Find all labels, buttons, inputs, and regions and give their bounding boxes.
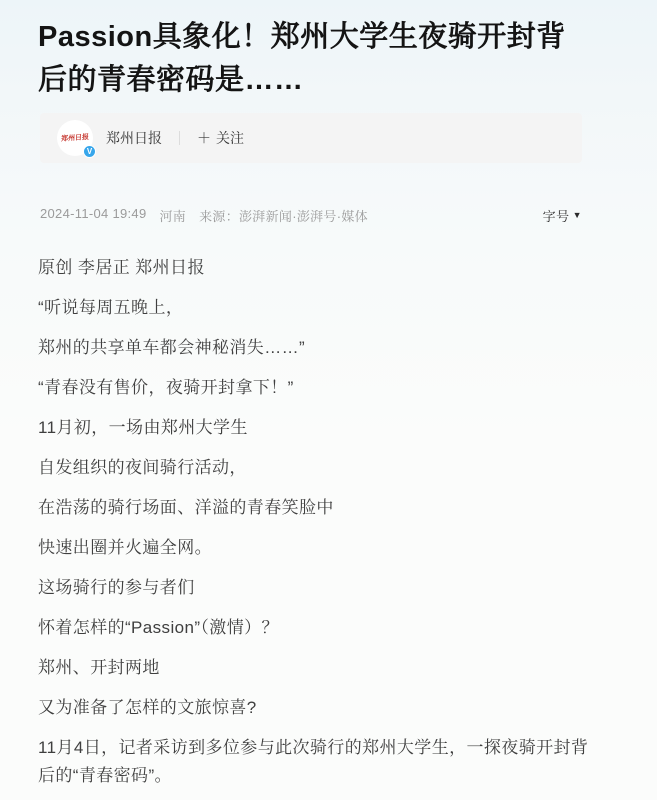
article-paragraph: 11月初，一场由郑州大学生 [38,418,248,437]
article-body [38,254,619,790]
article-paragraph: “听说每周五晚上， [38,298,184,317]
article-paragraph: “青春没有售价，夜骑开封拿下！” [38,378,294,397]
article-paragraph: 原创 李居正 郑州日报 [38,258,205,277]
article-paragraph: 这场骑行的参与者们 [38,578,195,597]
plus-icon: ＋ [197,130,211,146]
verified-badge-icon: V [83,145,96,158]
article-paragraph: 快速出圈并火遍全网。 [38,538,212,557]
chevron-down-icon: ▼ [572,210,582,220]
publisher-name[interactable]: 郑州日报 [106,130,162,146]
article-paragraph: 自发组织的夜间骑行活动， [38,458,247,477]
article-meta-row [40,207,582,223]
page-title: Passion具象化！郑州大学生夜骑开封背后的青春密码是…… [38,21,566,96]
publisher-logo: 郑州日报 [60,133,90,143]
article-paragraph: 怀着怎样的“Passion”（激情）？ [38,618,279,637]
publish-source: 来源：澎湃新闻·澎湃号·媒体 [199,208,368,224]
article-paragraph: 郑州的共享单车都会神秘消失……” [38,338,306,357]
follow-button[interactable] [197,128,244,148]
publisher-avatar[interactable] [57,120,93,156]
publish-location: 河南 [159,208,187,224]
article-paragraph: 又为准备了怎样的文旅惊喜? [38,698,257,717]
article-meta [40,206,368,225]
divider [179,131,180,145]
font-size-label: 字号 [542,208,570,224]
publisher-card [40,113,582,163]
publish-datetime: 2024-11-04 19:49 [40,205,147,221]
article-paragraph: 11月4日，记者采访到多位参与此次骑行的郑州大学生，一探夜骑开封背后的“青春密码”。 [38,738,589,785]
font-size-button[interactable] [543,206,582,225]
article-paragraph: 郑州、开封两地 [38,658,160,677]
article-paragraph: 在浩荡的骑行场面、洋溢的青春笑脸中 [38,498,334,517]
follow-button-label: 关注 [216,130,244,146]
